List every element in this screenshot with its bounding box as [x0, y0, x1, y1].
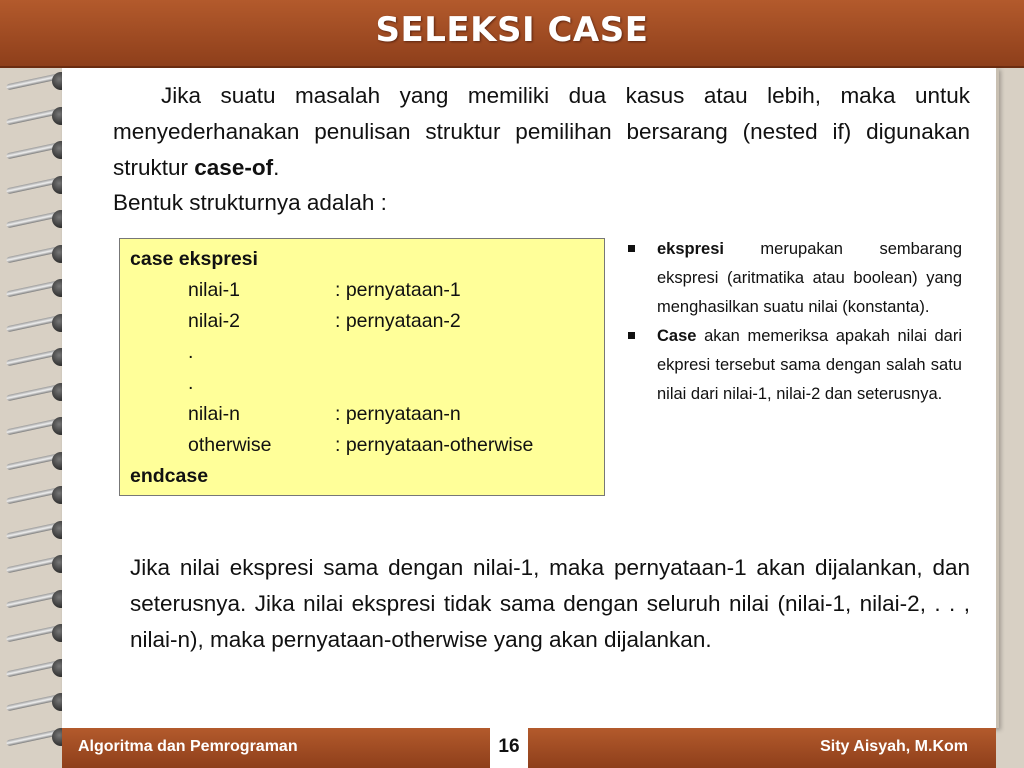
- intro-text: Jika suatu masalah yang memiliki dua kasus atau lebih, maka untuk menyederhanakan penulisan struktur pemilihan bersarang (nested if) digunakan struktur: [113, 83, 970, 180]
- intro-keyword: case-of: [194, 155, 274, 180]
- bullet-item: Case akan memeriksa apakah nilai dari ekpresi tersebut sama dengan salah satu nilai dari nilai-1, nilai-2 dan seterusnya.: [628, 322, 962, 409]
- slide-title: SELEKSI CASE: [375, 10, 649, 50]
- bullet-square-icon: [628, 245, 635, 252]
- author-name: Sity Aisyah, M.Kom: [820, 738, 968, 755]
- structure-label: Bentuk strukturnya adalah :: [113, 190, 387, 215]
- bullet-item: ekspresi merupakan sembarang ekspresi (aritmatika atau boolean) yang menghasilkan suatu nilai (konstanta).: [628, 235, 962, 322]
- code-footer: endcase: [130, 465, 209, 487]
- intro-paragraph: [113, 78, 970, 186]
- page-number: 16: [490, 728, 528, 768]
- conclusion-paragraph: Jika nilai ekspresi sama dengan nilai-1, maka pernyataan-1 akan dijalankan, dan seterusnya. Jika nilai ekspresi tidak sama dengan seluruh nilai (nilai-1, nilai-2, . . , nilai-n), maka pernyataan-otherwise yang akan dijalankan.: [130, 555, 970, 652]
- spiral-binding: [0, 68, 62, 768]
- title-bar: [0, 0, 1024, 68]
- course-name: Algoritma dan Pemrograman: [78, 738, 298, 755]
- code-box: case ekspresi nilai-1 : pernyataan-1 nilai-2 : pernyataan-2 . . nilai-n : pernyataan-n otherwise : pernyataan-otherwise endcase: [119, 238, 605, 496]
- footer-bar: [62, 728, 996, 768]
- bullet-list: [628, 235, 962, 409]
- intro-end: .: [273, 155, 280, 180]
- bullet-square-icon: [628, 332, 635, 339]
- code-header: case ekspresi: [130, 248, 258, 270]
